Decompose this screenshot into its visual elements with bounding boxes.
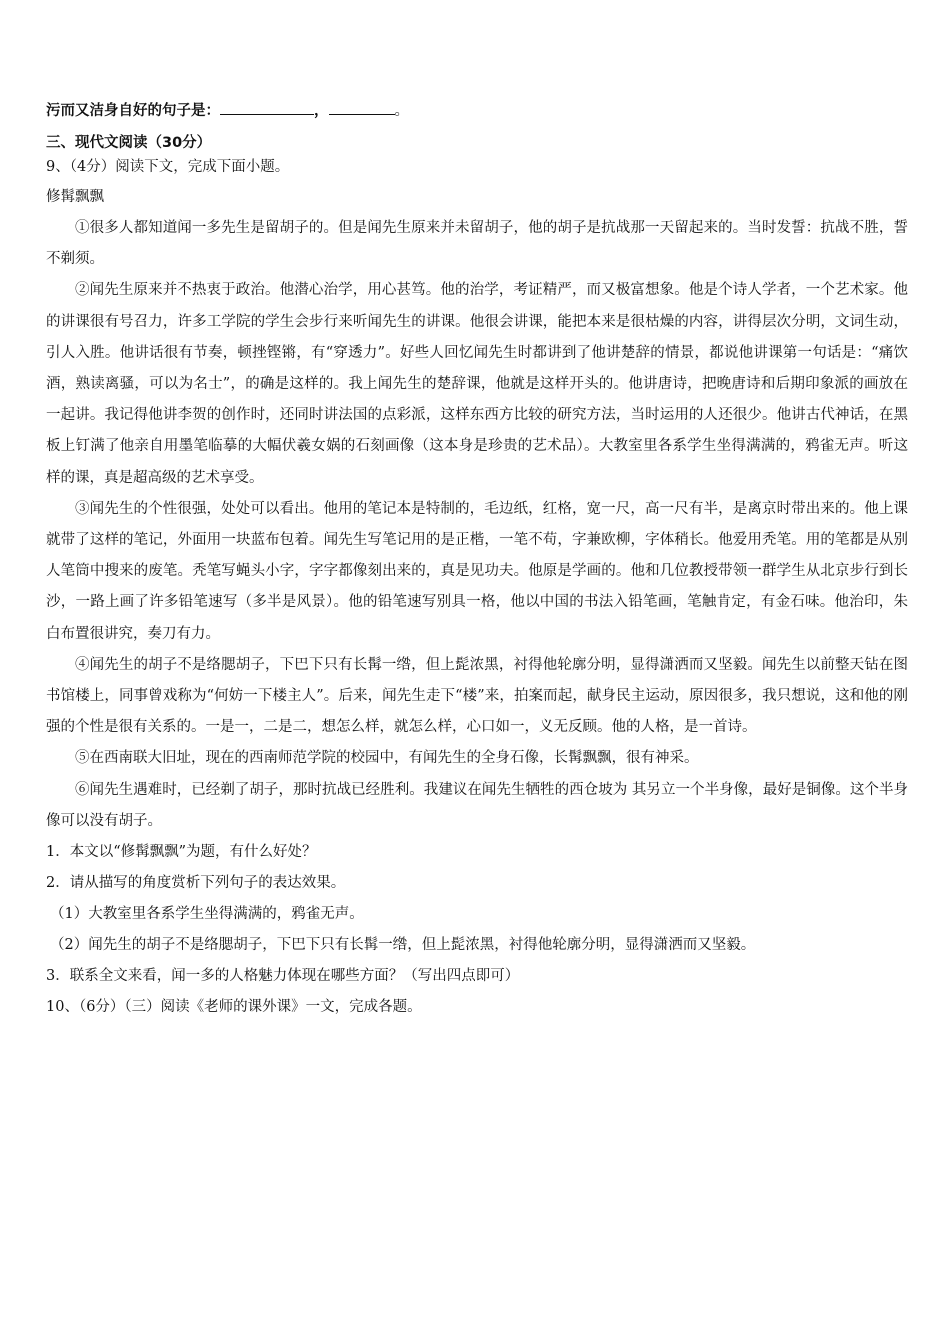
article-title: 修髯飘飘 <box>46 189 104 205</box>
paragraph-1: ①很多人都知道闻一多先生是留胡子的。但是闻先生原来并未留胡子，他的胡子是抗战那一天留起来的。当时发誓：抗战不胜，誓不剃须。 <box>46 220 908 268</box>
answer-blank-1[interactable] <box>220 98 314 115</box>
paragraph-3: ③闻先生的个性很强，处处可以看出。他用的笔记本是特制的，毛边纸，红格，宽一尺，高一尺有半，是离京时带出来的。他上课就带了这样的笔记，外面用一块蓝布包着。闻先生写笔记用的是正楷，一笔不苟，字兼欧柳，字体稍长。他爱用秃笔。用的笔都是从别人笔筒中搜来的废笔。秃笔写蝇头小字，字字都像刻出来的，真是见功夫。他原是学画的。他和几位教授带领一群学生从北京步行到长沙，一路上画了许多铅笔速写（多半是风景）。他的铅笔速写别具一格，他以中国的书法入铅笔画，笔触肯定，有金石味。他治印，朱白布置很讲究，奏刀有力。 <box>46 500 908 642</box>
section-title: 三、现代文阅读（30分） <box>46 135 212 151</box>
question-2: 2．请从描写的角度赏析下列句子的表达效果。 <box>46 875 346 892</box>
comma: ， <box>314 103 329 119</box>
question-2-1: （1）大教室里各系学生坐得满满的，鸦雀无声。 <box>50 906 364 923</box>
exam-page <box>46 96 908 1023</box>
paragraph-4: ④闻先生的胡子不是络腮胡子，下巴下只有长髯一绺，但上髭浓黑，衬得他轮廓分明，显得潇洒而又坚毅。闻先生以前整天钻在图书馆楼上，同事曾戏称为“何妨一下楼主人”。后来，闻先生走下“楼”来，拍案而起，献身民主运动，原因很多，我只想说，这和他的刚强的个性是很有关系的。一是一，二是二，想怎么样，就怎么样，心口如一，义无反顾。他的人格，是一首诗。 <box>46 656 908 736</box>
paragraph-6: ⑥闻先生遇难时，已经剃了胡子，那时抗战已经胜利。我建议在闻先生牺牲的西仓坡为 其另立一个半身像，最好是铜像。这个半身像可以没有胡子。 <box>46 781 908 829</box>
question-2-2: （2）闻先生的胡子不是络腮胡子，下巴下只有长髯一绺，但上髭浓黑，衬得他轮廓分明，显得潇洒而又坚毅。 <box>50 937 756 954</box>
fill-in-line <box>46 98 908 123</box>
q10-intro: 10、（6分）（三）阅读《老师的课外课》一文，完成各题。 <box>46 999 422 1016</box>
answer-blank-2[interactable] <box>329 98 395 115</box>
question-3: 3．联系全文来看，闻一多的人格魅力体现在哪些方面？（写出四点即可） <box>46 968 520 985</box>
period: 。 <box>394 103 409 119</box>
prev-question-tail: 污而又洁身自好的句子是： <box>46 103 220 119</box>
paragraph-2: ②闻先生原来并不热衷于政治。他潜心治学，用心甚笃。他的治学，考证精严，而又极富想象。他是个诗人学者，一个艺术家。他的讲课很有号召力，许多工学院的学生会步行来听闻先生的讲课。他很会讲课，能把本来是很枯燥的内容，讲得层次分明，文词生动，引人入胜。他讲话很有节奏，顿挫铿锵，有“穿透力”。好些人回忆闻先生时都讲到了他讲楚辞的情景，都说他讲课第一句话是：“痛饮酒，熟读离骚，可以为名士”，的确是这样的。我上闻先生的楚辞课，他就是这样开头的。他讲唐诗，把晚唐诗和后期印象派的画放在一起讲。我记得他讲李贺的创作时，还同时讲法国的点彩派，这样东西方比较的研究方法，当时运用的人还很少。他讲古代神话，在黑板上钉满了他亲自用墨笔临摹的大幅伏羲女娲的石刻画像（这本身是珍贵的艺术品）。大教室里各系学生坐得满满的，鸦雀无声。听这样的课，真是超高级的艺术享受。 <box>46 282 908 486</box>
q9-intro: 9、（4分）阅读下文，完成下面小题。 <box>46 159 290 175</box>
paragraph-5: ⑤在西南联大旧址，现在的西南师范学院的校园中，有闻先生的全身石像，长髯飘飘，很有神采。 <box>75 750 699 767</box>
question-1: 1．本文以“修髯飘飘”为题，有什么好处？ <box>46 844 317 861</box>
